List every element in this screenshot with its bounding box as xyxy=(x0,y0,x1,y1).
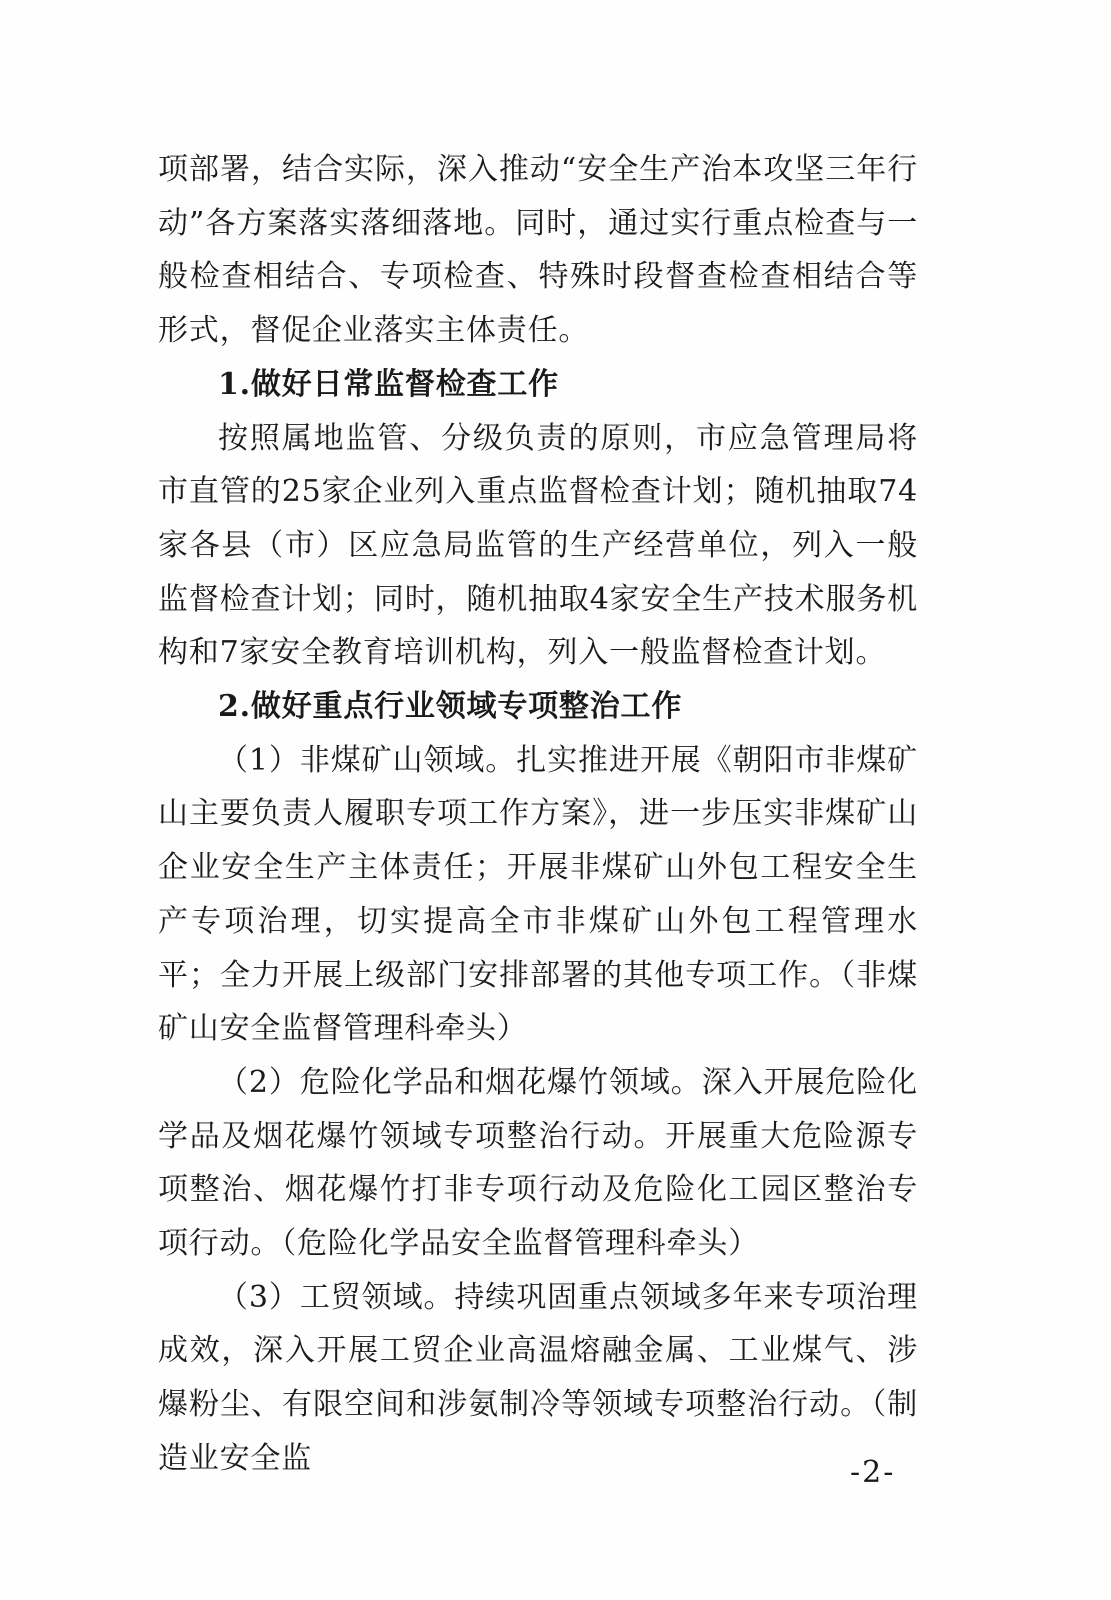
section-heading-daily-inspection: 1.做好日常监督检查工作 xyxy=(218,366,559,402)
paragraph-non-coal-mines: （1）非煤矿山领域。扎实推进开展《朝阳市非煤矿山主要负责人履职专项工作方案》，进一步压实非煤矿山企业安全生产主体责任；开展非煤矿山外包工程安全生产专项治理，切实提高全市非煤矿山外包工程管理水平；全力开展上级部门安排部署的其他专项工作。（非煤矿山安全监督管理科牵头） xyxy=(158,742,918,1047)
section-heading-special-rectification: 2.做好重点行业领域专项整治工作 xyxy=(218,689,683,725)
paragraph-hazardous-chemicals: （2）危险化学品和烟花爆竹领域。深入开展危险化学品及烟花爆竹领域专项整治行动。开展重大危险源专项整治、烟花爆竹打非专项行动及危险化工园区整治专项行动。（危险化学品安全监督管理科牵头） xyxy=(158,1064,918,1262)
paragraph-intro: 项部署，结合实际，深入推动“安全生产治本攻坚三年行动”各方案落实落细落地。同时，通过实行重点检查与一般检查相结合、专项检查、特殊时段督查检查相结合等形式，督促企业落实主体责任。 xyxy=(158,152,918,349)
paragraph-daily-inspection: 按照属地监管、分级负责的原则，市应急管理局将市直管的25家企业列入重点监督检查计划；随机抽取74家各县（市）区应急局监管的生产经营单位，列入一般监督检查计划；同时，随机抽取4家安全生产技术服务机构和7家安全教育培训机构，列入一般监督检查计划。 xyxy=(158,420,918,671)
document-body xyxy=(158,143,918,1486)
page-number: -2- xyxy=(850,1455,896,1490)
paragraph-industry-trade: （3）工贸领域。持续巩固重点领域多年来专项治理成效，深入开展工贸企业高温熔融金属、工业煤气、涉爆粉尘、有限空间和涉氨制冷等领域专项整治行动。（制造业安全监 xyxy=(158,1279,918,1476)
